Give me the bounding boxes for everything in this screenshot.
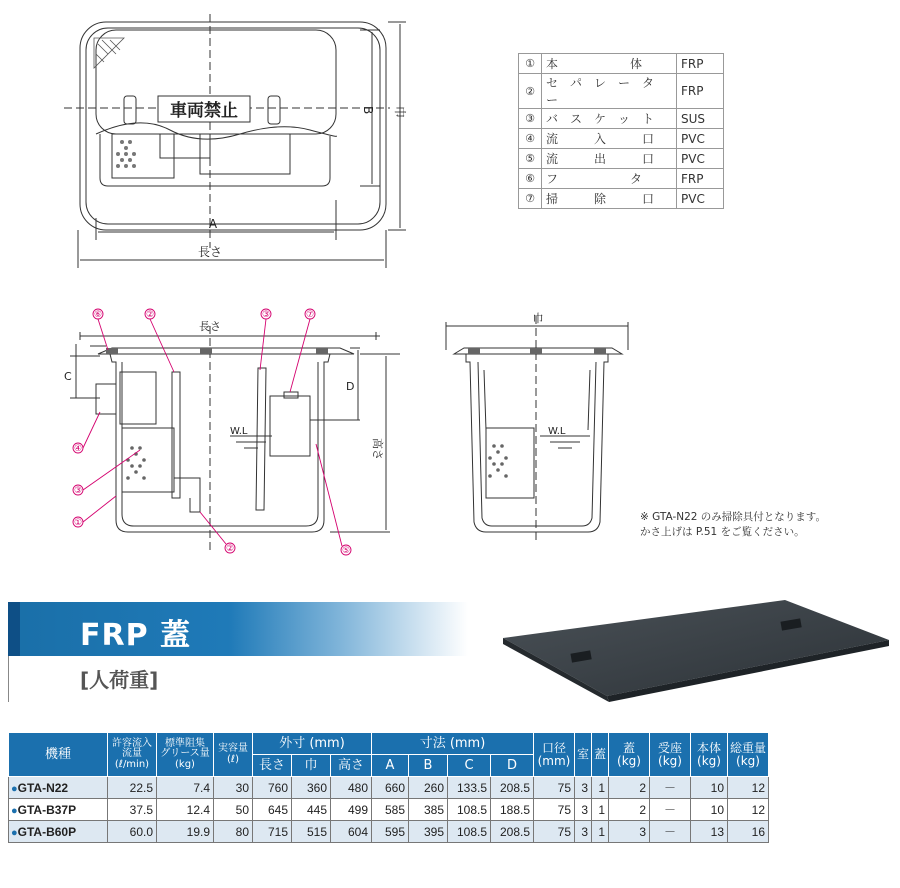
part-name: 流 入 口	[542, 129, 677, 149]
cover-text: 車両禁止	[170, 101, 238, 121]
table-cell: 75	[534, 777, 575, 799]
table-cell: 660	[372, 777, 409, 799]
table-cell: 715	[253, 821, 292, 843]
callout-2: ②	[145, 310, 155, 320]
table-cell: 395	[409, 821, 448, 843]
col-d: D	[491, 755, 534, 777]
bullet-icon: ●	[11, 804, 18, 817]
part-no: ⑦	[519, 189, 542, 209]
model-name: GTA-B60P	[17, 824, 77, 839]
model-cell	[9, 799, 108, 821]
col-lid-count: 蓋	[592, 733, 609, 777]
table-cell: 385	[409, 799, 448, 821]
side-width-label: 巾	[532, 312, 544, 325]
note-line-2: かさ上げは P.51 をご覧ください。	[640, 526, 805, 538]
table-cell: 1	[592, 821, 609, 843]
table-cell: 50	[214, 799, 253, 821]
col-chambers: 室	[575, 733, 592, 777]
col-c: C	[448, 755, 491, 777]
col-capacity: 実容量 (ℓ)	[214, 733, 253, 777]
col-flow: 許容流入 流量 (ℓ/min)	[108, 733, 157, 777]
bullet-icon: ●	[11, 782, 18, 795]
part-name: フ タ	[542, 169, 677, 189]
part-material: PVC	[677, 149, 724, 169]
table-cell: 2	[609, 799, 650, 821]
callout-6: ⑥	[93, 310, 103, 320]
section-wl-label: W.L	[230, 426, 248, 437]
col-dims: 寸法 (mm)	[372, 733, 534, 755]
table-cell: 515	[292, 821, 331, 843]
model-name: GTA-N22	[17, 780, 69, 795]
table-cell: 19.9	[157, 821, 214, 843]
section-subtitle: [人荷重]	[80, 668, 159, 692]
table-cell: 80	[214, 821, 253, 843]
col-height: 高さ	[331, 755, 372, 777]
col-model: 機種	[9, 733, 108, 777]
table-cell: 13	[691, 821, 728, 843]
table-cell: 595	[372, 821, 409, 843]
col-a: A	[372, 755, 409, 777]
part-material: SUS	[677, 109, 724, 129]
parts-row	[519, 149, 724, 169]
table-cell: 208.5	[491, 777, 534, 799]
part-no: ④	[519, 129, 542, 149]
callout-3b: ③	[73, 486, 83, 496]
dim-a-label: A	[208, 217, 218, 231]
table-cell: 12	[728, 777, 769, 799]
col-total-kg: 総重量 (kg)	[728, 733, 769, 777]
table-cell: 12.4	[157, 799, 214, 821]
part-material: FRP	[677, 169, 724, 189]
table-cell: 10	[691, 799, 728, 821]
model-name: GTA-B37P	[17, 802, 77, 817]
table-cell: 645	[253, 799, 292, 821]
parts-table	[518, 53, 724, 209]
callout-2b: ②	[225, 544, 235, 554]
dim-c-label: C	[64, 370, 72, 383]
section-view-drawing	[40, 300, 400, 570]
table-row	[9, 821, 769, 843]
part-no: ⑥	[519, 169, 542, 189]
table-cell: 3	[575, 821, 592, 843]
part-name: バ ス ケ ッ ト	[542, 109, 677, 129]
table-cell: 10	[691, 777, 728, 799]
table-cell: 30	[214, 777, 253, 799]
col-seat-kg: 受座 (kg)	[650, 733, 691, 777]
table-cell: 480	[331, 777, 372, 799]
table-cell: 3	[575, 777, 592, 799]
callout-4: ④	[73, 444, 83, 454]
table-cell: 360	[292, 777, 331, 799]
dim-width-label: 巾	[393, 106, 407, 119]
parts-row	[519, 129, 724, 149]
parts-row	[519, 54, 724, 74]
table-cell: 108.5	[448, 821, 491, 843]
frp-lid-image	[495, 596, 895, 706]
table-cell: 37.5	[108, 799, 157, 821]
callout-3: ③	[261, 310, 271, 320]
part-material: FRP	[677, 54, 724, 74]
col-body-kg: 本体 (kg)	[691, 733, 728, 777]
dim-height-label: 高さ	[371, 438, 384, 460]
note	[640, 510, 826, 540]
parts-row	[519, 189, 724, 209]
part-no: ①	[519, 54, 542, 74]
col-grease: 標準阻集 グリース量 (kg)	[157, 733, 214, 777]
heading-side-line	[8, 656, 9, 702]
table-cell: 1	[592, 777, 609, 799]
table-cell: 2	[609, 777, 650, 799]
table-row	[9, 777, 769, 799]
dim-length-label: 長さ	[197, 245, 223, 259]
table-cell: －	[650, 799, 691, 821]
parts-row	[519, 74, 724, 109]
dim-d-label: D	[346, 380, 355, 393]
table-cell: 260	[409, 777, 448, 799]
part-name: セ パ レ ー タ ー	[542, 74, 677, 109]
spec-table	[8, 732, 769, 843]
side-wl-label: W.L	[548, 426, 566, 437]
table-cell: －	[650, 821, 691, 843]
table-cell: 7.4	[157, 777, 214, 799]
section-length-label: 長さ	[199, 320, 221, 333]
table-cell: 75	[534, 799, 575, 821]
table-cell: 585	[372, 799, 409, 821]
heading-accent-bar	[8, 602, 20, 656]
model-cell	[9, 821, 108, 843]
table-cell: 60.0	[108, 821, 157, 843]
callout-1: ①	[73, 518, 83, 528]
col-length: 長さ	[253, 755, 292, 777]
col-outer: 外寸 (mm)	[253, 733, 372, 755]
part-no: ③	[519, 109, 542, 129]
side-view-drawing	[440, 310, 640, 550]
part-no: ②	[519, 74, 542, 109]
parts-row	[519, 109, 724, 129]
section-title: FRP 蓋	[80, 618, 192, 653]
col-bore: 口径 (mm)	[534, 733, 575, 777]
table-cell: 12	[728, 799, 769, 821]
callout-5: ⑤	[341, 546, 351, 556]
top-view-drawing	[60, 10, 420, 272]
part-material: PVC	[677, 189, 724, 209]
bullet-icon: ●	[11, 826, 18, 839]
table-cell: 499	[331, 799, 372, 821]
table-cell: 445	[292, 799, 331, 821]
table-cell: 133.5	[448, 777, 491, 799]
model-cell	[9, 777, 108, 799]
table-cell: 3	[609, 821, 650, 843]
dim-b-label: B	[361, 106, 375, 115]
table-cell: 1	[592, 799, 609, 821]
table-cell: 208.5	[491, 821, 534, 843]
callout-7: ⑦	[305, 310, 315, 320]
part-material: FRP	[677, 74, 724, 109]
part-name: 流 出 口	[542, 149, 677, 169]
part-name: 掃 除 口	[542, 189, 677, 209]
table-cell: 75	[534, 821, 575, 843]
table-row	[9, 799, 769, 821]
table-cell: 3	[575, 799, 592, 821]
table-cell: 188.5	[491, 799, 534, 821]
table-cell: 604	[331, 821, 372, 843]
table-cell: 760	[253, 777, 292, 799]
part-name: 本 体	[542, 54, 677, 74]
col-width: 巾	[292, 755, 331, 777]
parts-row	[519, 169, 724, 189]
table-cell: 108.5	[448, 799, 491, 821]
col-b: B	[409, 755, 448, 777]
col-lid-kg: 蓋 (kg)	[609, 733, 650, 777]
section-heading	[8, 602, 468, 656]
table-cell: －	[650, 777, 691, 799]
part-material: PVC	[677, 129, 724, 149]
note-line-1: ※ GTA-N22 のみ掃除具付となります。	[640, 511, 826, 523]
part-no: ⑤	[519, 149, 542, 169]
table-cell: 22.5	[108, 777, 157, 799]
table-cell: 16	[728, 821, 769, 843]
